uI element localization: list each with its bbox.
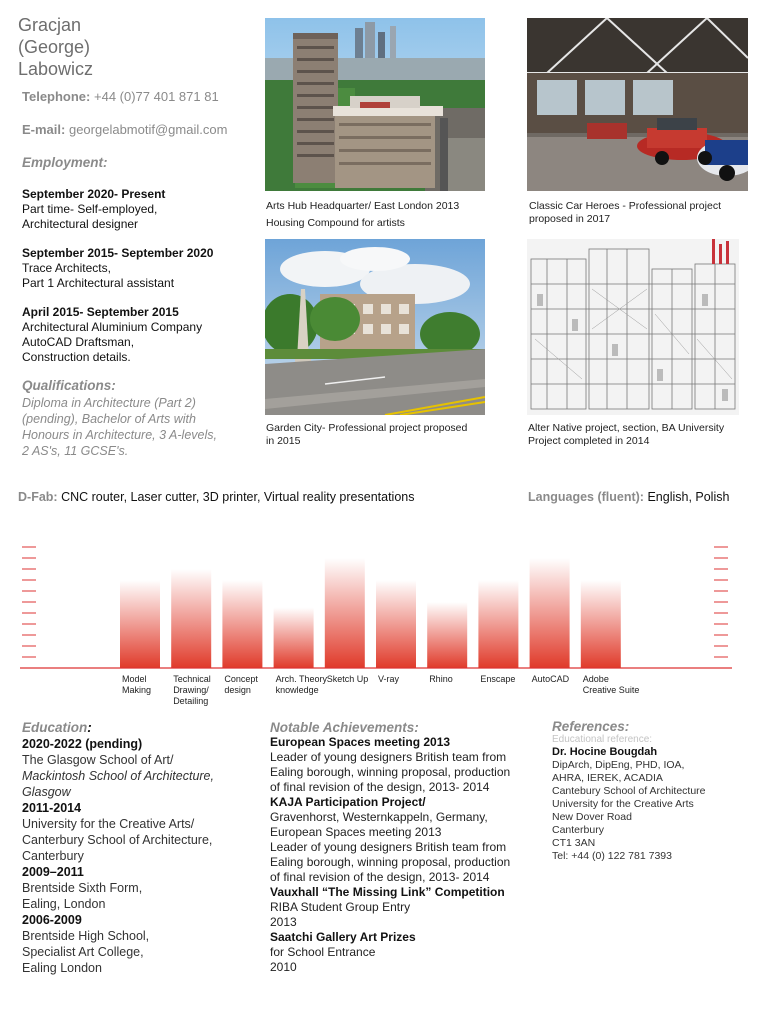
alter-native-caption — [528, 422, 724, 448]
job-entry — [22, 305, 202, 365]
caption-line: Garden City- Professional project proposed — [266, 422, 468, 434]
candidate-name — [18, 14, 93, 80]
caption-line: in 2015 — [266, 435, 301, 447]
job-period: September 2020- Present — [22, 187, 166, 201]
telephone — [22, 89, 219, 104]
languages — [528, 490, 729, 504]
edu-line: Specialist Art College, — [22, 945, 144, 959]
qualifications-heading: Qualifications: — [22, 378, 116, 393]
reference-line: CT1 3AN — [552, 837, 596, 849]
bar-autocad — [530, 558, 570, 668]
category-label: Concept design — [224, 674, 258, 695]
alter-native-drawing — [527, 239, 739, 415]
name-line: (George) — [18, 37, 91, 57]
job-line: AutoCAD Draftsman, — [22, 335, 135, 349]
edu-line: Ealing London — [22, 961, 102, 975]
classic-car-caption — [529, 200, 721, 226]
edu-years: 2006-2009 — [22, 913, 82, 927]
bar-v-ray — [376, 580, 416, 668]
category-label: Model Making — [122, 674, 152, 695]
category-label: V-ray — [378, 674, 400, 684]
achievement-line: of final revision of the design, 2013- 2014 — [270, 870, 490, 884]
achievements-heading: Notable Achievements: — [270, 720, 419, 735]
email-label: E-mail: — [22, 122, 66, 137]
bar-enscape — [478, 580, 518, 668]
bar-arch-theory-knowledge — [274, 608, 314, 669]
education-section — [22, 720, 252, 976]
email-value: georgelabmotif@gmail.com — [68, 122, 228, 137]
bar-concept-design — [222, 580, 262, 668]
referee-name: Dr. Hocine Bougdah — [552, 746, 658, 758]
category-label: Technical Drawing/ Detailing — [173, 674, 211, 706]
category-label: Sketch Up — [326, 674, 369, 684]
achievement-line: of final revision of the design, 2013- 2014 — [270, 780, 490, 794]
edu-line: Canterbury — [22, 849, 84, 863]
achievement-title: Vauxhall “The Missing Link” Competition — [270, 885, 505, 899]
edu-line: Mackintosh School of Architecture, — [22, 769, 214, 783]
languages-value: English, Polish — [647, 490, 730, 504]
job-entry — [22, 187, 165, 232]
education-heading: Education: — [22, 720, 92, 735]
reference-line: DipArch, DipEng, PHD, IOA, — [552, 759, 685, 771]
caption-line: proposed in 2017 — [529, 213, 611, 225]
category-label: AutoCAD — [531, 674, 570, 684]
reference-line: University for the Creative Arts — [552, 798, 694, 810]
skills-bar-chart — [0, 535, 767, 710]
reference-line: Cantebury School of Architecture — [552, 785, 706, 797]
qualification-line: Honours in Architecture, 3 A-levels, — [22, 428, 217, 442]
email — [22, 122, 227, 137]
achievement-line: 2013 — [270, 915, 297, 929]
achievement-title: European Spaces meeting 2013 — [270, 735, 451, 749]
name-line: Labowicz — [18, 59, 94, 79]
achievement-line: Leader of young designers British team from — [270, 840, 507, 854]
right-scale-ticks — [714, 547, 728, 668]
arts-hub-photo — [265, 18, 485, 191]
name-line: Gracjan — [18, 15, 82, 35]
job-line: Architectural Aluminium Company — [22, 320, 203, 334]
category-label: Enscape — [480, 674, 516, 684]
languages-label: Languages (fluent): — [528, 490, 644, 504]
achievement-title: KAJA Participation Project/ — [270, 795, 426, 809]
reference-line: Tel: +44 (0) 122 781 7393 — [552, 850, 672, 862]
garden-city-caption — [266, 422, 467, 448]
achievement-line: 2010 — [270, 960, 297, 974]
job-period: April 2015- September 2015 — [22, 305, 179, 319]
telephone-label: Telephone: — [22, 89, 91, 104]
caption-line: Arts Hub Headquarter/ East London 2013 — [266, 200, 460, 212]
edu-line: Canterbury School of Architecture, — [22, 833, 213, 847]
achievements-section — [270, 720, 540, 975]
edu-line: University for the Creative Arts/ — [22, 817, 195, 831]
edu-line: Brentside Sixth Form, — [22, 881, 143, 895]
garden-city-photo — [265, 239, 485, 415]
edu-line: The Glasgow School of Art/ — [22, 753, 174, 767]
reference-line: New Dover Road — [552, 811, 632, 823]
bar-adobe-creative-suite — [581, 580, 621, 668]
job-line: Part time- Self-employed, — [22, 202, 158, 216]
category-label: Rhino — [429, 674, 453, 684]
job-period: September 2015- September 2020 — [22, 246, 214, 260]
bars-group — [120, 558, 621, 668]
bar-technical-drawing-detailing — [171, 569, 211, 668]
employment-heading: Employment: — [22, 155, 108, 170]
achievement-line: Leader of young designers British team from — [270, 750, 507, 764]
caption-line: Project completed in 2014 — [528, 435, 650, 447]
job-line: Construction details. — [22, 350, 131, 364]
edu-years: 2009–2011 — [22, 865, 84, 879]
qualification-line: Diploma in Architecture (Part 2) — [22, 396, 196, 410]
category-label: Adobe Creative Suite — [582, 674, 640, 695]
telephone-value: +44 (0)77 401 871 81 — [94, 89, 219, 104]
classic-car-photo — [527, 18, 748, 191]
achievement-line: European Spaces meeting 2013 — [270, 825, 442, 839]
reference-line: Canterbury — [552, 824, 604, 836]
edu-years: 2011-2014 — [22, 801, 82, 815]
reference-line: AHRA, IEREK, ACADIA — [552, 772, 663, 784]
job-entry — [22, 246, 213, 291]
edu-line: Glasgow — [22, 785, 71, 799]
references-subheading: Educational reference: — [552, 734, 653, 745]
job-line: Trace Architects, — [22, 261, 111, 275]
references-heading: References: — [552, 719, 630, 734]
achievement-line: Ealing borough, winning proposal, production — [270, 855, 511, 869]
qualifications-text — [22, 395, 217, 459]
qualification-line: 2 AS's, 11 GCSE's. — [22, 444, 129, 458]
bar-sketch-up — [325, 558, 365, 668]
education-heading-text: Education — [22, 720, 88, 735]
edu-years: 2020-2022 (pending) — [22, 737, 143, 751]
job-line: Part 1 Architectural assistant — [22, 276, 175, 290]
achievement-line: for School Entrance — [270, 945, 376, 959]
category-labels — [122, 674, 639, 706]
caption-line: Housing Compound for artists — [266, 217, 405, 229]
caption-line: Classic Car Heroes - Professional project — [529, 200, 721, 212]
dfab-value: CNC router, Laser cutter, 3D printer, Virtual reality presentations — [61, 490, 415, 504]
caption-line: Alter Native project, section, BA University — [528, 422, 725, 434]
qualification-line: (pending), Bachelor of Arts with — [22, 412, 196, 426]
category-label: Arch. Theory knowledge — [275, 674, 327, 695]
achievement-title: Saatchi Gallery Art Prizes — [270, 930, 416, 944]
edu-line: Brentside High School, — [22, 929, 150, 943]
edu-line: Ealing, London — [22, 897, 106, 911]
achievement-line: RIBA Student Group Entry — [270, 900, 411, 914]
bar-model-making — [120, 580, 160, 668]
job-line: Architectural designer — [22, 217, 139, 231]
bar-rhino — [427, 602, 467, 668]
left-scale-ticks — [22, 547, 36, 668]
references-section — [552, 720, 752, 863]
dfab-label: D-Fab: — [18, 490, 58, 504]
achievement-line: Ealing borough, winning proposal, production — [270, 765, 511, 779]
achievement-line: Gravenhorst, Westernkappeln, Germany, — [270, 810, 488, 824]
arts-hub-caption — [266, 200, 459, 230]
dfab-skills — [18, 490, 414, 504]
